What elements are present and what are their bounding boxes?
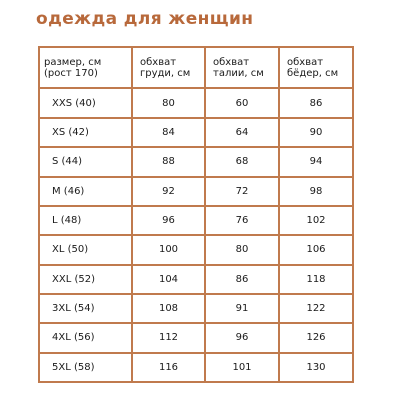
header-waist-line-1: обхват [213, 56, 250, 68]
size-cell: XXS (40) [39, 88, 132, 117]
waist-cell: 64 [205, 118, 279, 147]
table-row [39, 206, 353, 235]
size-cell: XXL (52) [39, 265, 132, 294]
table-row [39, 118, 353, 147]
header-waist [205, 47, 279, 88]
table-row [39, 265, 353, 294]
waist-cell: 86 [205, 265, 279, 294]
bust-cell: 116 [132, 353, 205, 382]
bust-cell: 92 [132, 177, 205, 206]
hips-cell: 130 [279, 353, 353, 382]
hips-cell: 98 [279, 177, 353, 206]
bust-cell: 104 [132, 265, 205, 294]
header-size-line-1: размер, см [44, 56, 102, 68]
header-size [39, 47, 132, 88]
waist-cell: 101 [205, 353, 279, 382]
hips-cell: 126 [279, 323, 353, 352]
table-row [39, 147, 353, 176]
waist-cell: 76 [205, 206, 279, 235]
table-row [39, 353, 353, 382]
table-row [39, 323, 353, 352]
waist-cell: 80 [205, 235, 279, 264]
size-cell: XL (50) [39, 235, 132, 264]
table-row [39, 294, 353, 323]
hips-cell: 102 [279, 206, 353, 235]
bust-cell: 108 [132, 294, 205, 323]
waist-cell: 96 [205, 323, 279, 352]
size-chart-table [38, 46, 354, 383]
size-cell: L (48) [39, 206, 132, 235]
hips-cell: 106 [279, 235, 353, 264]
hips-cell: 90 [279, 118, 353, 147]
header-size-line-2: (рост 170) [44, 67, 98, 79]
bust-cell: 84 [132, 118, 205, 147]
header-hips-line-2: бёдер, см [287, 67, 339, 79]
waist-cell: 68 [205, 147, 279, 176]
header-bust-line-1: обхват [140, 56, 177, 68]
bust-cell: 100 [132, 235, 205, 264]
bust-cell: 112 [132, 323, 205, 352]
waist-cell: 72 [205, 177, 279, 206]
table-header-row [39, 47, 353, 88]
bust-cell: 96 [132, 206, 205, 235]
bust-cell: 88 [132, 147, 205, 176]
header-waist-line-2: талии, см [213, 67, 264, 79]
hips-cell: 86 [279, 88, 353, 117]
size-cell: M (46) [39, 177, 132, 206]
size-cell: 3XL (54) [39, 294, 132, 323]
table-row [39, 88, 353, 117]
bust-cell: 80 [132, 88, 205, 117]
size-cell: 4XL (56) [39, 323, 132, 352]
hips-cell: 94 [279, 147, 353, 176]
table-row [39, 235, 353, 264]
page-title: одежда для женщин [36, 9, 254, 29]
header-hips-line-1: обхват [287, 56, 324, 68]
waist-cell: 91 [205, 294, 279, 323]
header-bust-line-2: груди, см [140, 67, 191, 79]
hips-cell: 118 [279, 265, 353, 294]
hips-cell: 122 [279, 294, 353, 323]
size-cell: S (44) [39, 147, 132, 176]
table-row [39, 177, 353, 206]
size-cell: 5XL (58) [39, 353, 132, 382]
header-bust [132, 47, 205, 88]
waist-cell: 60 [205, 88, 279, 117]
size-cell: XS (42) [39, 118, 132, 147]
header-hips [279, 47, 353, 88]
